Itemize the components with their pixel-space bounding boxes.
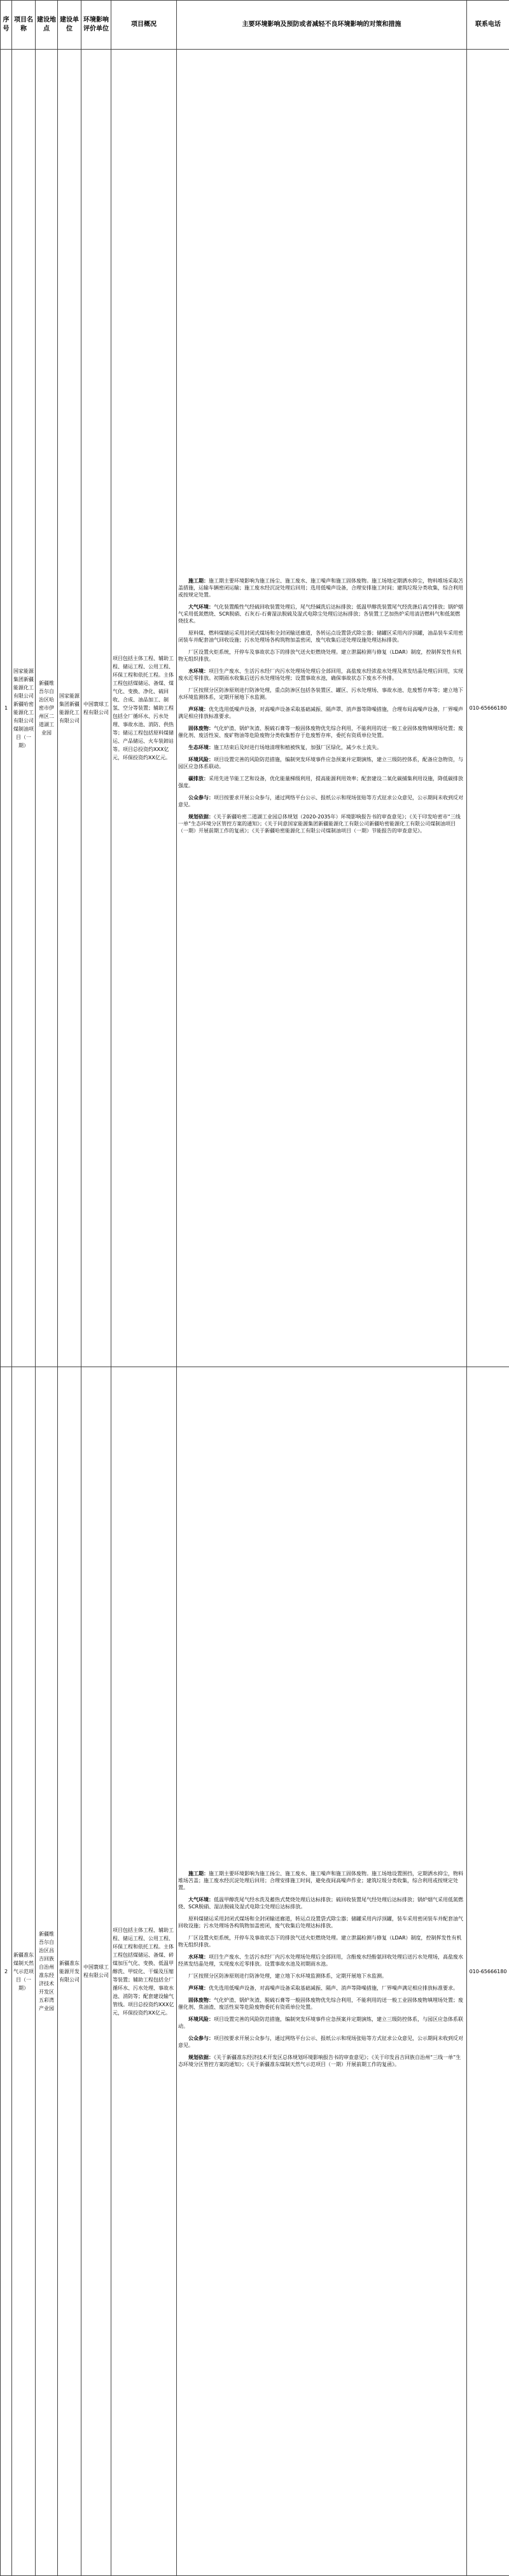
measure-text: 厂区按照分区防渗原则进行防渗处理，建立地下水环境监测体系，定期开展地下水监测。 (188, 1973, 387, 1979)
measure-title: 施工期： (188, 577, 209, 584)
measure-title: 水环境： (188, 668, 209, 674)
project-location: 新疆维吾尔自治区哈密市伊州区二道湖工业园 (36, 50, 58, 1367)
measure-paragraph (178, 1953, 465, 1967)
measure-text: 厂区设置火炬系统，开停车及事故状态下的排放气送火炬燃烧处理。建立泄漏检测与修复（LDAR）制度，控制挥发性有机物无组织排放。 (178, 1934, 462, 1948)
measure-paragraph (178, 2035, 465, 2049)
header-row (1, 1, 509, 50)
measure-paragraph (178, 744, 465, 751)
measure-paragraph (178, 603, 465, 624)
measure-paragraph (178, 775, 465, 789)
measure-paragraph (178, 1985, 465, 1992)
eia-unit: 中国寰球工程有限公司 (81, 50, 111, 1367)
measure-text: 施工期主要环境影响为施工扬尘、施工废水、施工噪声和施工固体废物。施工场地定期洒水抑尘，物料堆场采取苫盖措施，运输车辆密闭运输；施工废水经沉淀处理后回用；选用低噪声设备，合理安排施工时间；建筑垃圾分类收集，综合利用或按规定处置。 (178, 577, 463, 598)
measure-title: 环境风险： (188, 2016, 214, 2022)
measure-paragraph (178, 1997, 465, 2011)
table-row (1, 1367, 509, 2576)
row-no: 2 (1, 1367, 12, 2576)
measure-title: 环境风险： (188, 756, 214, 762)
measure-text: 厂区设置火炬系统，开停车及事故状态下的排放气送火炬燃烧处理。建立泄漏检测与修复（LDAR）制度，控制挥发性有机物无组织排放。 (178, 649, 462, 662)
measure-text: 气化炉渣、锅炉灰渣、脱硫石膏等一般固体废物优先综合利用，不能利用的送一般工业固体废物填埋场处置；废催化剂、焦油渣、废活性炭等危险废物委托有资质单位处置。 (178, 1997, 463, 2010)
measure-paragraph (178, 706, 465, 720)
contact-phone: 010-65666180 (467, 50, 509, 1367)
header-location: 建设地点 (36, 1, 58, 50)
measure-text: 优先选用低噪声设备，对高噪声设备采取基础减振、隔声罩、消声器等降噪措施，合理布局高噪声设备，厂界噪声满足相应排放标准要求。 (178, 706, 463, 719)
measure-paragraph (178, 1934, 465, 1948)
measure-text: 厂区按照分区防渗原则进行防渗处理，重点防渗区包括各装置区、罐区、污水处理场、事故水池、危废暂存库等；建立地下水环境监测体系，定期开展地下水监测。 (178, 687, 463, 700)
measure-text: 气化装置酸性气经硫回收装置处理后，尾气经碱洗后达标排放；低温甲醇洗装置尾气经洗涤后高空排放；锅炉烟气采用低氮燃烧、SCR脱硝、石灰石-石膏湿法脱硫及湿式电除尘处理后达标排放；各装置工艺加热炉采用清洁燃料气和低氮燃烧技术。 (178, 603, 463, 624)
measure-title: 公众参与： (188, 794, 214, 801)
header-overview: 项目概况 (111, 1, 177, 50)
measure-text: 优先选用低噪声设备，对高噪声设备采取基础减振、隔声、消声等降噪措施，厂界噪声满足相应排放标准要求。 (209, 1985, 458, 1991)
measure-text: 施工结束后及时进行场地清理和植被恢复，加强厂区绿化，减少水土流失。 (214, 744, 382, 750)
contact-phone: 010-65666180 (467, 1367, 509, 2576)
measure-paragraph (178, 1870, 465, 1891)
measures-cell (177, 1367, 467, 2576)
measure-title: 生态环境： (188, 744, 214, 750)
measure-text: 施工期主要环境影响为施工扬尘、施工废水、施工噪声和施工固体废物。施工场地设置围挡，定期洒水抑尘，物料堆场苫盖；施工废水经沉淀处理后回用；合理安排施工时间，避免夜间高噪声作业；建筑垃圾分类收集，综合利用或按规定处置。 (178, 1870, 463, 1891)
measure-paragraph (178, 756, 465, 770)
measure-paragraph (178, 687, 465, 701)
project-name: 国家能源集团新疆能源化工有限公司新疆哈密能源化工有限公司煤制油项目（一期） (12, 50, 36, 1367)
measure-title: 规划依据： (188, 813, 214, 820)
project-overview: 项目包括主体工程、辅助工程、储运工程、公用工程、环保工程和依托工程。主体工程包括煤储运、备煤、煤气化、变换、净化、硫回收、合成、油品加工、制氢、空分等装置；辅助工程包括全厂循环水、污水处理、事故水池、消防、供热等；储运工程包括原料煤储运、产品储运、火车装卸站等。项目总投资约XXX亿元，环保投资约XX亿元。 (111, 50, 177, 1367)
table-row (1, 50, 509, 1367)
measures-cell (177, 50, 467, 1367)
measure-paragraph (178, 725, 465, 739)
measure-paragraph (178, 1973, 465, 1980)
measure-text: 原料煤储运采用封闭式煤场和全封闭输送廊道，转运点设置袋式除尘器；储罐采用内浮顶罐，装车采用密闭装车并配套油气回收设施；污水处理场各构筑物加盖密闭，废气收集后处理达标排放。 (178, 1915, 463, 1929)
measure-paragraph (178, 577, 465, 598)
measure-paragraph (178, 649, 465, 663)
measure-title: 施工期： (188, 1870, 209, 1877)
measure-text: 项目设置完善的风险防范措施，编制突发环境事件应急预案并定期演练，建立三级防控体系，配备应急物资，与园区应急体系联动。 (178, 756, 463, 769)
header-phone: 联系电话 (467, 1, 509, 50)
construction-unit: 国家能源集团新疆能源化工有限公司 (58, 50, 81, 1367)
header-no: 序号 (1, 1, 12, 50)
measure-text: 原料煤、燃料煤储运采用封闭式煤场和全封闭输送廊道，各转运点设置袋式除尘器；储罐区采用内浮顶罐，油品装车采用密闭装车并配套油气回收设施；污水处理场各构筑物加盖密闭，废气收集后送处理设施处理达标排放。 (178, 630, 463, 643)
project-location: 新疆维吾尔自治区昌吉回族自治州准东经济技术开发区五彩湾产业园 (36, 1367, 58, 2576)
header-name: 项目名称 (12, 1, 36, 50)
measure-title: 水环境： (188, 1953, 209, 1960)
header-unit: 建设单位 (58, 1, 81, 50)
header-eia-unit: 环境影响评价单位 (81, 1, 111, 50)
project-name: 新疆准东煤制天然气示范项目（一期） (12, 1367, 36, 2576)
measure-title: 固体废物： (188, 1997, 214, 2003)
measure-paragraph (178, 2054, 465, 2068)
measure-title: 固体废物： (188, 725, 214, 731)
measure-paragraph (178, 1896, 465, 1910)
eia-unit: 中国寰球工程有限公司 (81, 1367, 111, 2576)
measure-paragraph (178, 668, 465, 682)
measure-text: 项目生产废水、生活污水经厂内污水处理场处理后全部回用，含酚废水经酚氨回收处理后送污水处理场，高盐废水经蒸发结晶处理，实现废水近零排放。设置事故水池及初期雨水池。 (178, 1953, 463, 1967)
measure-text: 项目设置完善的风险防范措施，编制突发环境事件应急预案并定期演练，建立三级防控体系，与园区应急体系联动。 (178, 2016, 463, 2029)
header-measures: 主要环境影响及预防或者减轻不良环境影响的对策和措施 (177, 1, 467, 50)
measure-text: 气化炉渣、锅炉灰渣、脱硫石膏等一般固体废物优先综合利用，不能利用的送一般工业固体废物填埋场处置；废催化剂、废活性炭、废矿物油等危险废物分类收集暂存于危废暂存库，委托有资质单位处置。 (178, 725, 463, 738)
measure-text: 项目按要求开展公众参与，通过网络平台公示、报纸公示和现场张贴等方式征求公众意见，公示期间未收到反对意见。 (178, 2035, 463, 2048)
measure-title: 规划依据： (188, 2054, 214, 2060)
measure-title: 声环境： (188, 706, 209, 712)
measure-text: 低温甲醇洗尾气经水洗及蓄热式焚烧处理后达标排放；硫回收装置尾气经处理后达标排放；锅炉烟气采用低氮燃烧、SCR脱硝、湿法脱硫及湿式电除尘处理后达标排放。 (178, 1896, 463, 1910)
measure-text: 《关于新疆哈密二道湖工业园总体规划（2020-2035年）环境影响报告书的审查意见》；《关于印发哈密市“三线一单”生态环境分区管控方案的通知》；《关于同意国家能源集团新疆能源化工有限公司新疆哈密能源化工有限公司煤制油项目（一期）开展前期工作的复函》；《关于新疆哈密能源化工有限公司煤制油项目（一期）节能报告的审查意见》。 (178, 813, 461, 834)
measure-paragraph (178, 813, 465, 834)
measure-paragraph (178, 2016, 465, 2030)
measure-title: 大气环境： (188, 603, 214, 610)
measure-text: 项目生产废水、生活污水经厂内污水处理场处理后全部回用，高盐废水经浓盐水处理及蒸发结晶处理后回用，实现废水近零排放。初期雨水收集后送污水处理场处理；设置事故水池，确保事故状态下废水不外排。 (178, 668, 463, 681)
measure-title: 公众参与： (188, 2035, 214, 2041)
measure-text: 项目按要求开展公众参与，通过网络平台公示、报纸公示和现场张贴等方式征求公众意见，公示期间未收到反对意见。 (178, 794, 463, 808)
row-no: 1 (1, 50, 12, 1367)
measure-title: 声环境： (188, 1985, 209, 1991)
measure-paragraph (178, 1915, 465, 1929)
measure-text: 采用先进节能工艺和设备，优化能量梯级利用，提高能源利用效率；配套建设二氧化碳捕集利用设施，降低碳排放强度。 (178, 775, 463, 789)
measure-paragraph (178, 794, 465, 808)
construction-unit: 新疆准东能源开发有限公司 (58, 1367, 81, 2576)
measure-title: 碳排放： (188, 775, 209, 782)
project-overview: 项目包括主体工程、辅助工程、储运工程、公用工程、环保工程和依托工程。主体工程包括煤储运、备煤、碎煤加压气化、变换、低温甲醇洗、甲烷化、干燥及压缩等装置；辅助工程包括全厂循环水、污水处理、事故水池、消防等；配套建设输气管线。项目总投资约XXX亿元，环保投资约XX亿元。 (111, 1367, 177, 2576)
measure-text: 《关于新疆准东经济技术开发区总体规划环境影响报告书的审查意见》；《关于印发昌吉回族自治州“三线一单”生态环境分区管控方案的通知》；《关于新疆准东煤制天然气示范项目（一期）开展前期工作的复函》。 (178, 2054, 461, 2067)
measure-title: 大气环境： (188, 1896, 214, 1903)
measure-paragraph (178, 630, 465, 644)
